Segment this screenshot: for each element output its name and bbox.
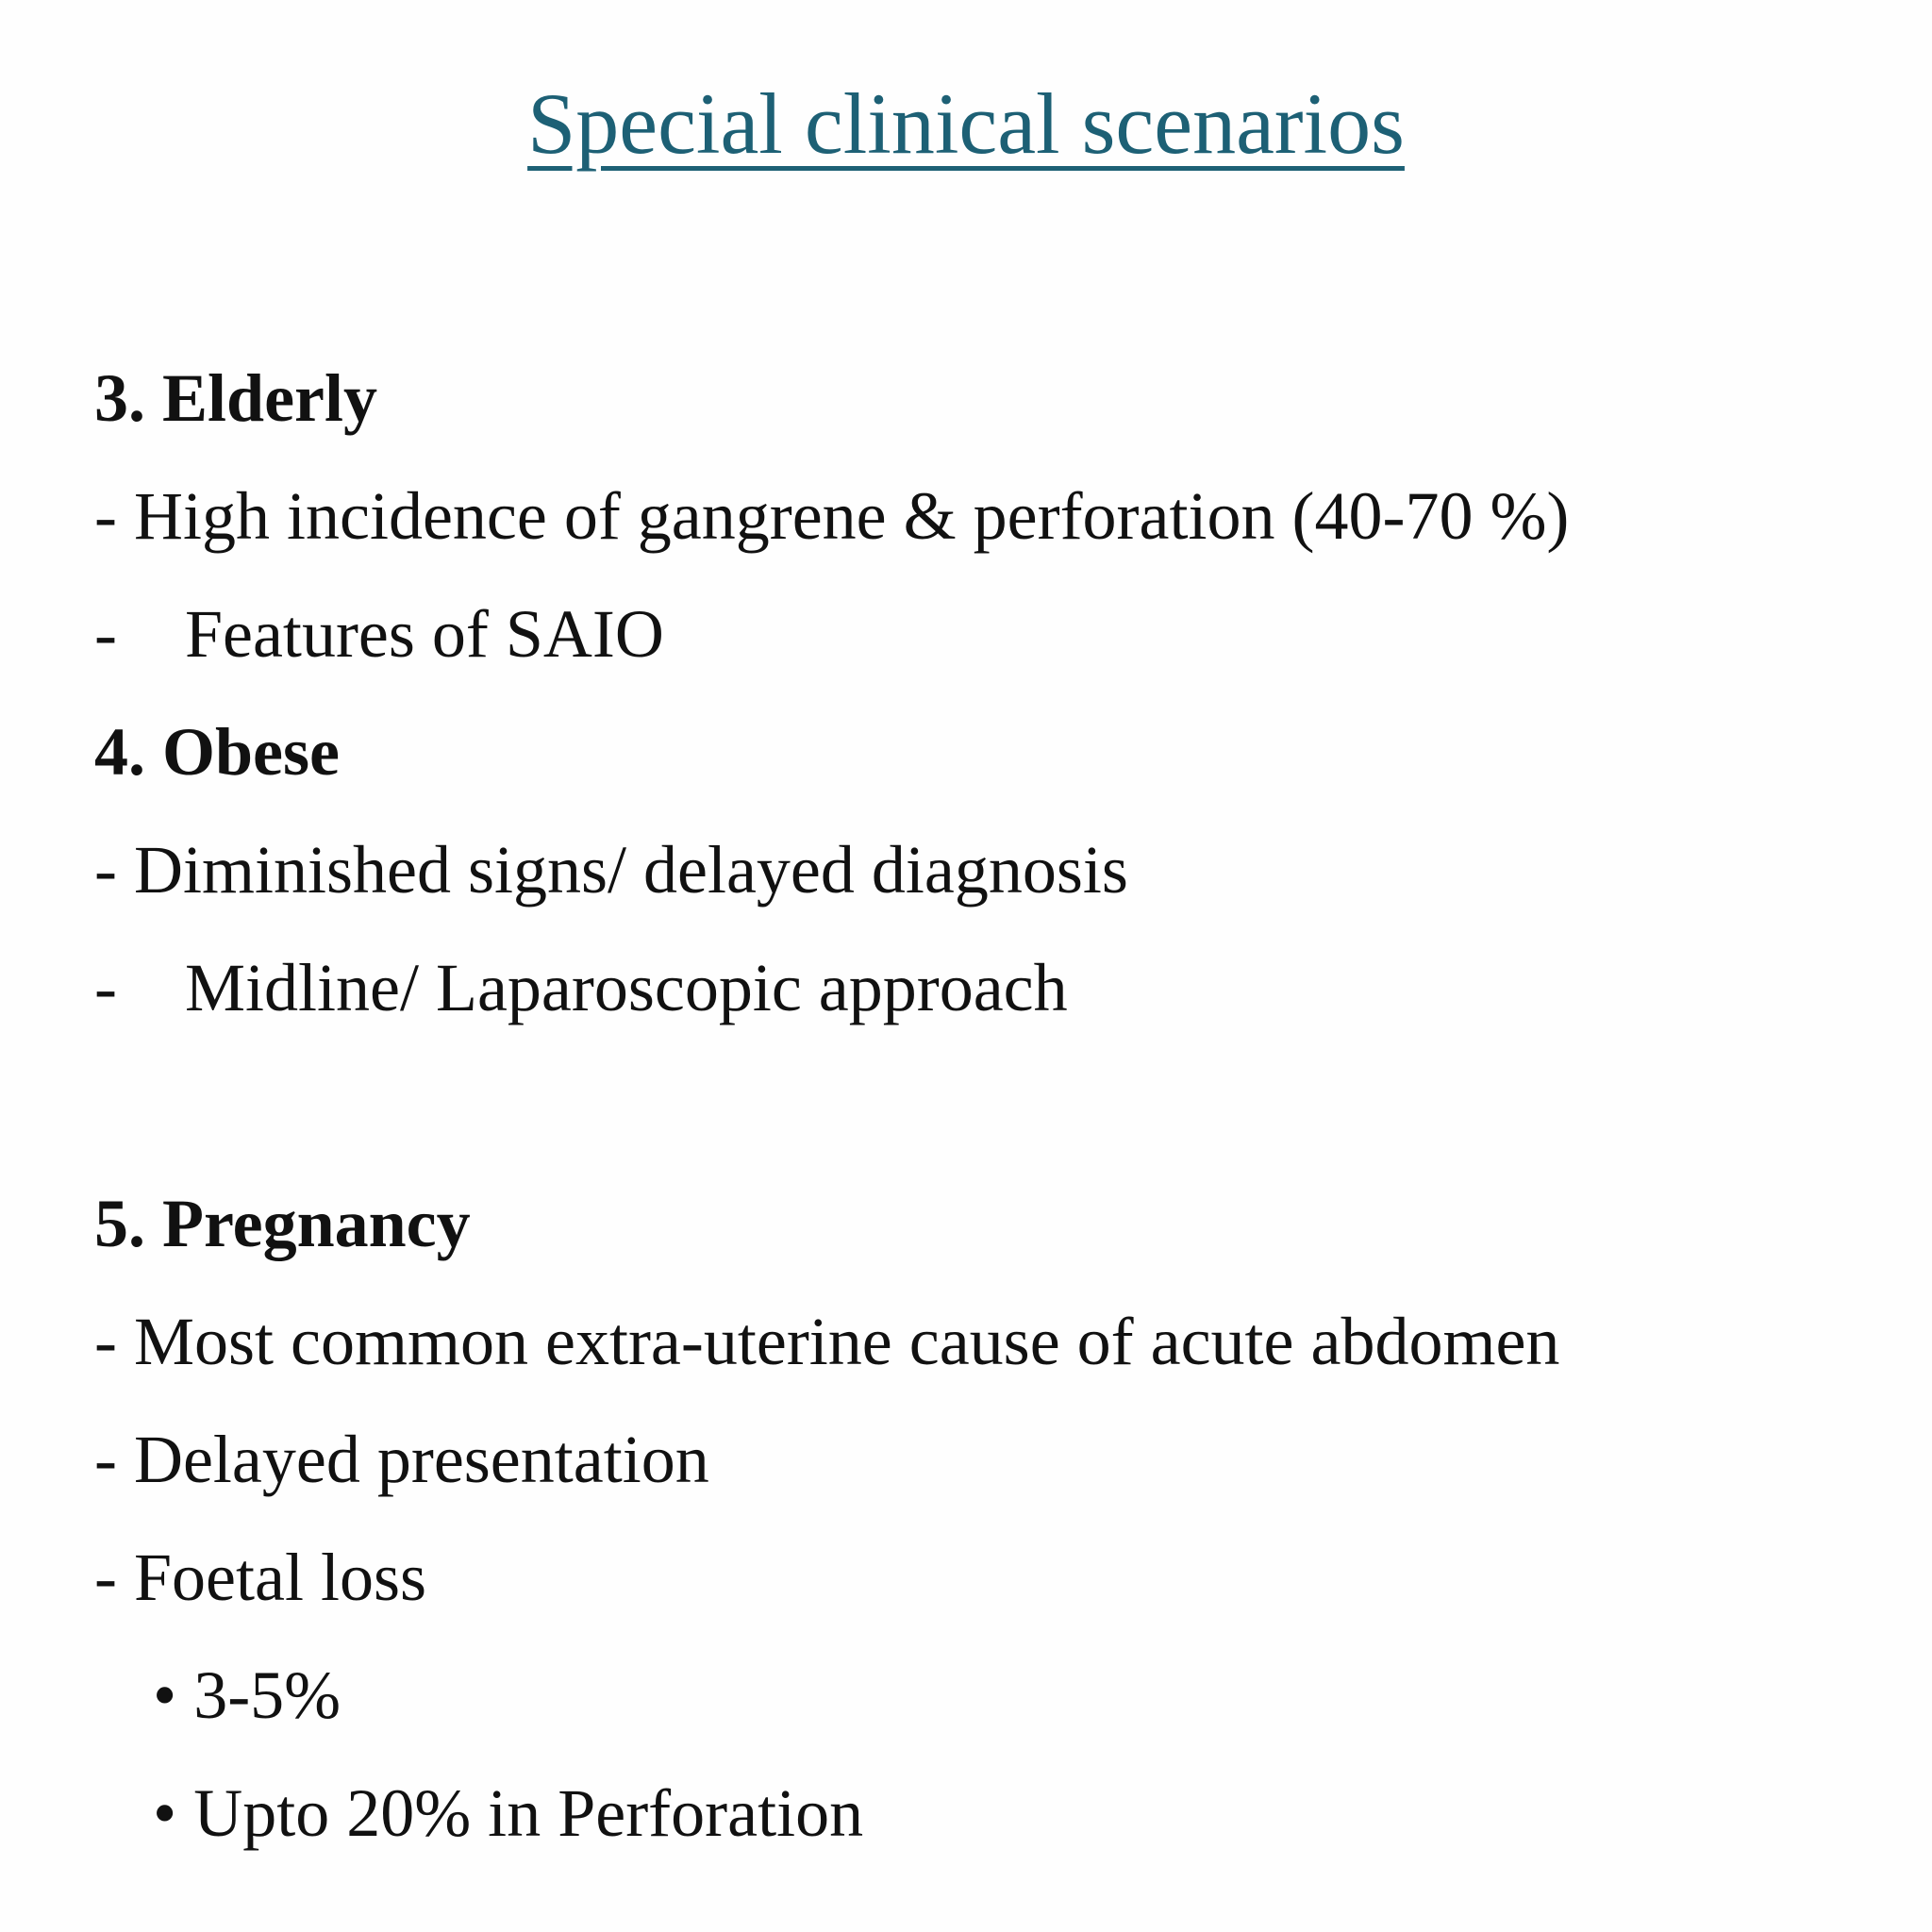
section-heading-obese: 4. Obese	[94, 714, 340, 790]
section-heading-elderly: 3. Elderly	[94, 360, 377, 436]
sub-bullet-line-perforation-rate: • Upto 20% in Perforation	[153, 1775, 864, 1851]
bullet-line-gangrene-perforation: - High incidence of gangrene & perforation (40-70 %)	[94, 478, 1570, 554]
bullet-line-foetal-loss: - Foetal loss	[94, 1540, 426, 1615]
title-row	[0, 74, 1932, 174]
section-heading-pregnancy: 5. Pregnancy	[94, 1186, 471, 1261]
section-spacer	[94, 1047, 1875, 1165]
bullet-line-midline-laparoscopic: - Midline/ Laparoscopic approach	[94, 950, 1068, 1025]
bullet-line-diminished-signs: - Diminished signs/ delayed diagnosis	[94, 832, 1128, 908]
bullet-line-delayed-presentation: - Delayed presentation	[94, 1422, 709, 1497]
slide-title: Special clinical scenarios	[527, 75, 1405, 172]
sub-bullet-line-foetal-loss-rate: • 3-5%	[153, 1657, 341, 1733]
bullet-line-features-saio: - Features of SAIO	[94, 596, 664, 672]
slide-body	[94, 340, 1875, 1873]
bullet-line-extra-uterine: - Most common extra-uterine cause of acute abdomen	[94, 1304, 1560, 1379]
